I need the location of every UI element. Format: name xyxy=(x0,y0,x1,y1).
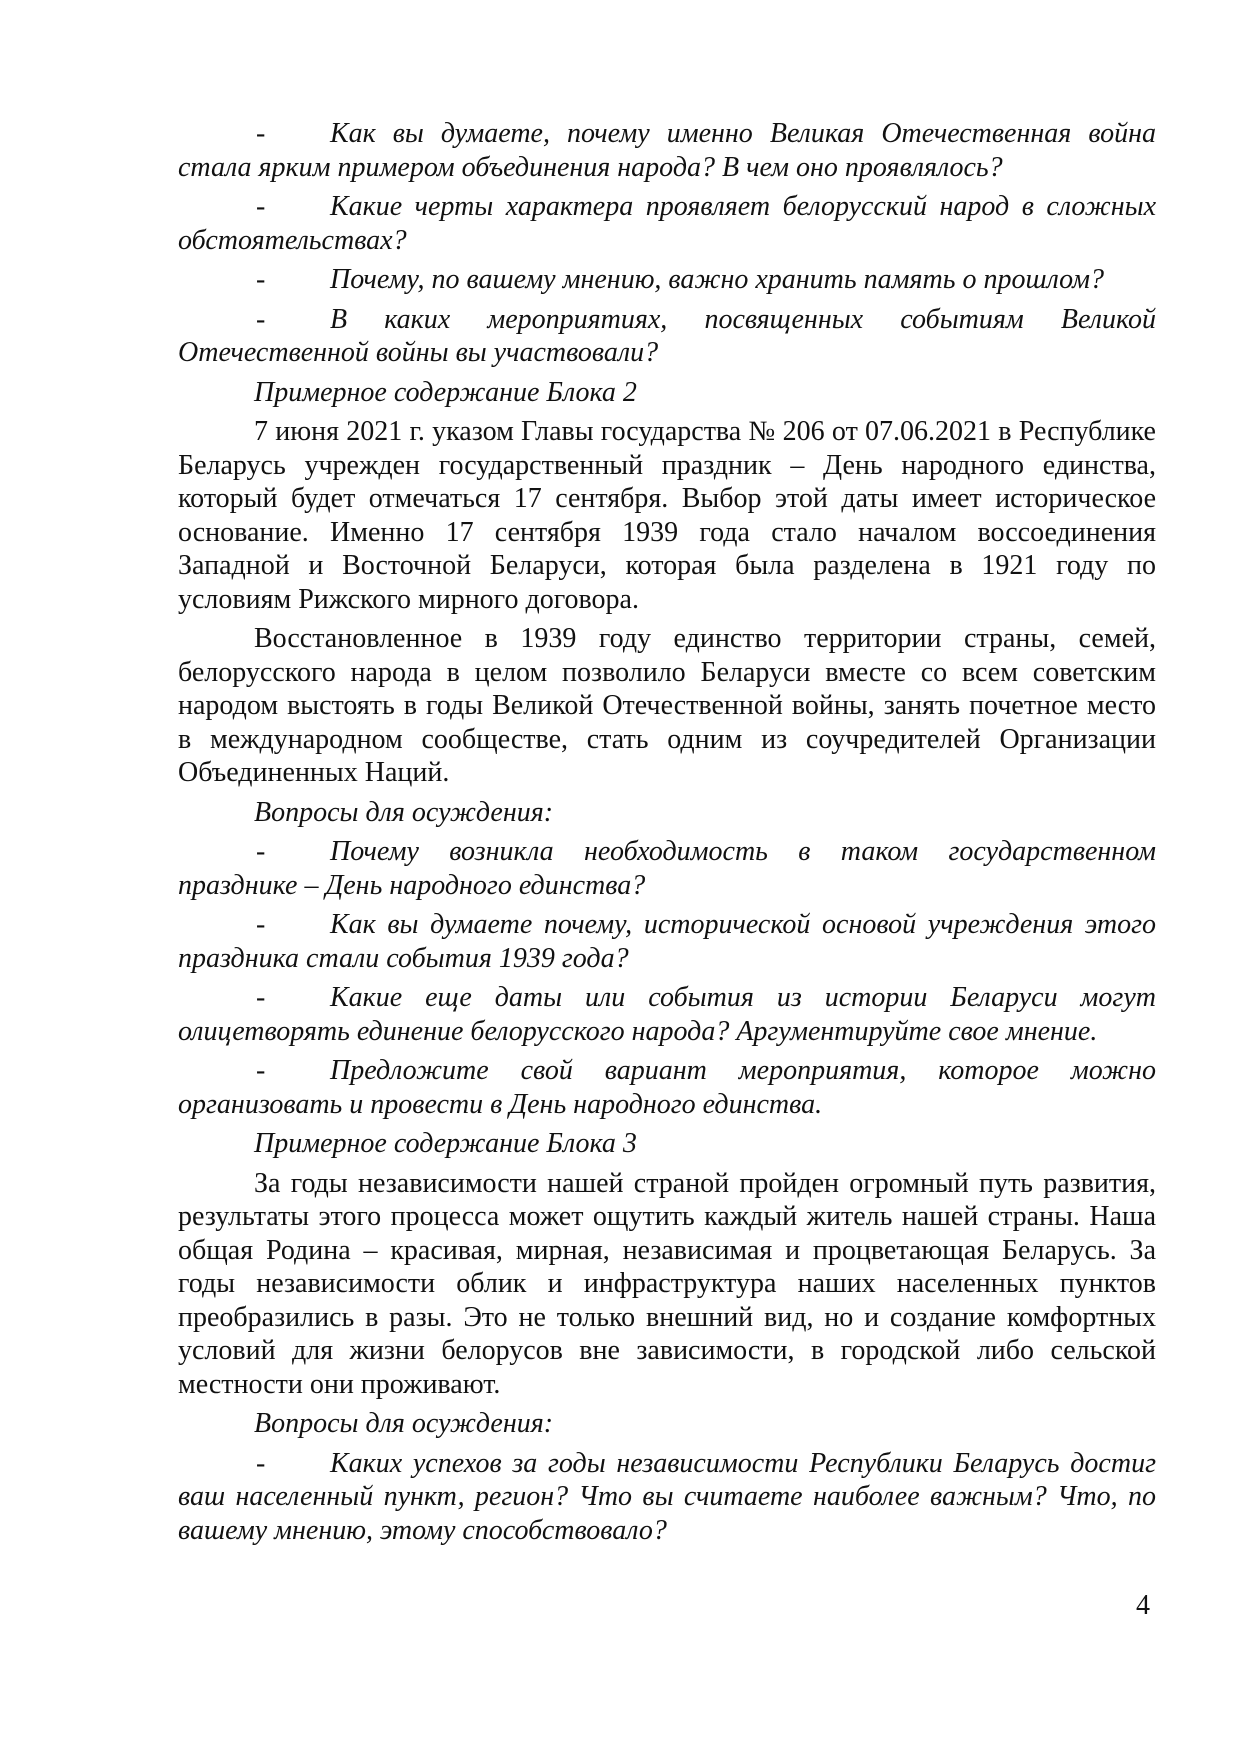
list-dash: - xyxy=(256,909,266,940)
list-dash: - xyxy=(256,191,266,222)
question-text: Как вы думаете, почему именно Великая Отечественная война стала ярким примером объединения народа? В чем оно проявлялось? xyxy=(178,118,1156,183)
block2-paragraph: Восстановленное в 1939 году единство территории страны, семей, белорусского народа в целом позволило Беларуси вместе со всем советским народом выстоять в годы Великой Отечественной войны, занять почетное место в международном сообществе, стать одним из соучредителей Организации Объединенных Наций. xyxy=(178,623,1156,788)
question-text: Как вы думаете почему, исторической основой учреждения этого праздника стали события 1939 года? xyxy=(178,909,1156,974)
block2-heading: Примерное содержание Блока 2 xyxy=(254,376,637,408)
list-dash: - xyxy=(256,303,266,335)
block3-questions-heading: Вопросы для осуждения: xyxy=(254,1408,554,1439)
block3-paragraph: За годы независимости нашей страной пройден огромный путь развития, результаты этого процесса может ощутить каждый житель нашей страны. Наша общая Родина – красивая, мирная, независимая и процветающая Беларусь. За годы независимости облик и инфраструктура наших населенных пунктов преобразились в разы. Это не только внешний вид, но и создание комфортных условий для жизни белорусов вне зависимости, в городской либо сельской местности они проживают. xyxy=(178,1167,1156,1400)
question-item xyxy=(178,835,1156,902)
question-text: Какие еще даты или события из истории Беларуси могут олицетворять единение белорусского народа? Аргументируйте свое мнение. xyxy=(178,982,1156,1047)
question-item xyxy=(178,117,1156,184)
question-item xyxy=(178,981,1156,1048)
block3-heading: Примерное содержание Блока 3 xyxy=(254,1128,637,1159)
list-dash: - xyxy=(256,836,266,867)
list-dash: - xyxy=(256,982,266,1013)
question-item xyxy=(178,1447,1156,1548)
question-item xyxy=(178,1054,1156,1121)
question-text: Предложите свой вариант мероприятия, которое можно организовать и провести в День народного единства. xyxy=(178,1055,1156,1120)
question-text: В каких мероприятиях, посвященных событиям Великой Отечественной войны вы участвовали? xyxy=(178,303,1156,368)
question-item xyxy=(178,190,1156,257)
question-item xyxy=(178,303,1156,370)
document-page xyxy=(178,117,1156,1553)
block2-questions-heading: Вопросы для осуждения: xyxy=(254,796,554,828)
question-text: Каких успехов за годы независимости Республики Беларусь достиг ваш населенный пункт, регион? Что вы считаете наиболее важным? Что, по вашему мнению, этому способствовало? xyxy=(178,1447,1156,1546)
list-dash: - xyxy=(256,264,266,295)
list-dash: - xyxy=(256,1055,266,1086)
question-text: Какие черты характера проявляет белорусский народ в сложных обстоятельствах? xyxy=(178,191,1156,256)
question-text: Почему, по вашему мнению, важно хранить память о прошлом? xyxy=(330,264,1104,295)
page-number: 4 xyxy=(1136,1590,1150,1621)
list-dash: - xyxy=(256,1447,266,1479)
question-item xyxy=(178,908,1156,975)
block2-paragraph: 7 июня 2021 г. указом Главы государства № 206 от 07.06.2021 в Республике Беларусь учрежден государственный праздник – День народного единства, который будет отмечаться 17 сентября. Выбор этой даты имеет историческое основание. Именно 17 сентября 1939 года стало началом воссоединения Западной и Восточной Беларуси, которая была разделена в 1921 году по условиям Рижского мирного договора. xyxy=(178,416,1156,615)
question-item xyxy=(178,263,1156,297)
list-dash: - xyxy=(256,118,266,149)
question-text: Почему возникла необходимость в таком государственном празднике – День народного единства? xyxy=(178,836,1156,901)
